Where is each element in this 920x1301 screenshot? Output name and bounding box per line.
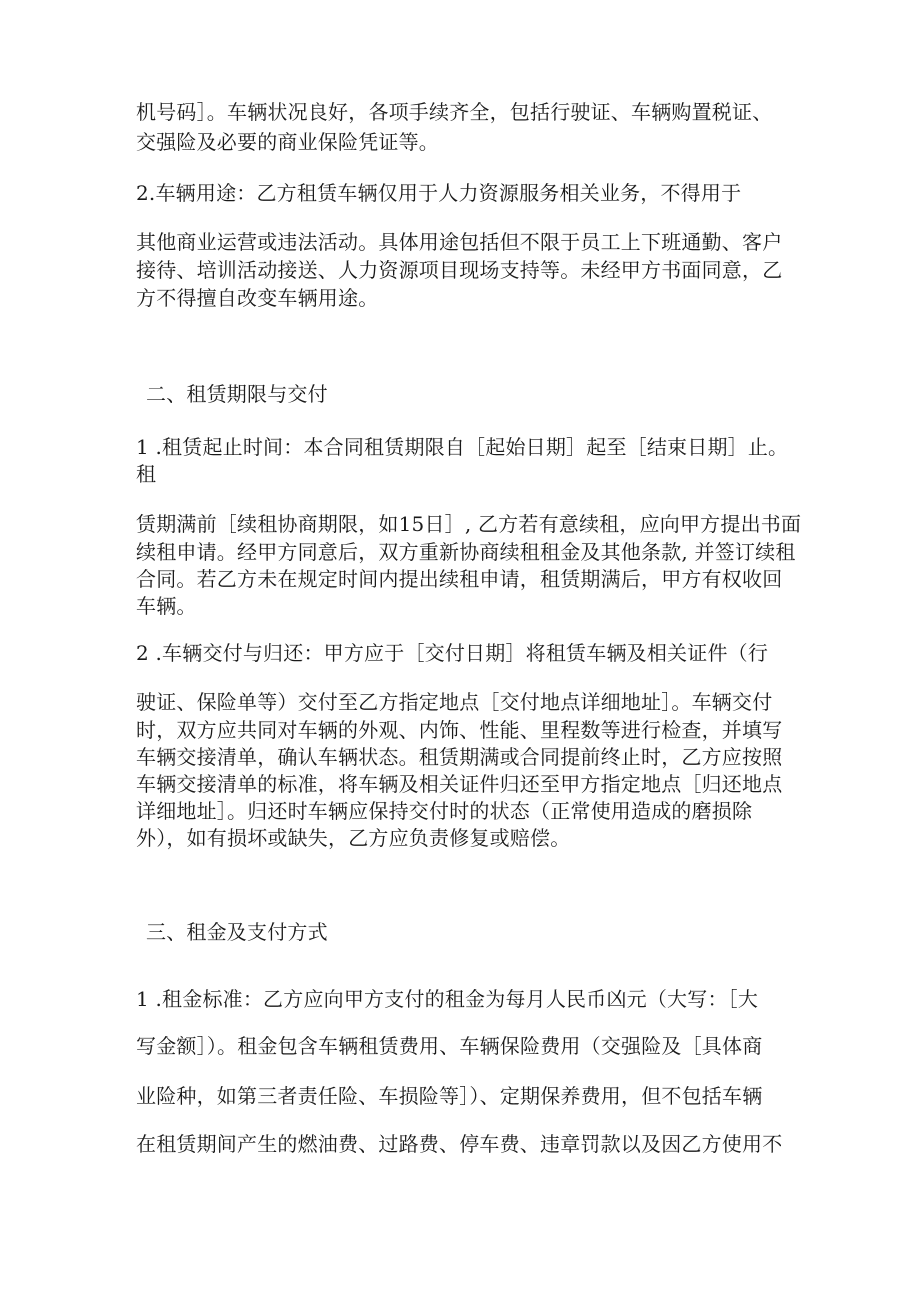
section-heading-3: 三、租金及支付方式 xyxy=(146,920,328,944)
text-line: 接待、培训活动接送、人力资源项目现场支持等。未经甲方书面同意，乙 xyxy=(136,258,783,282)
text-line: 交强险及必要的商业保险凭证等。 xyxy=(136,130,439,154)
text-line: 机号码］。车辆状况良好，各项手续齐全，包括行驶证、车辆购置税证、 xyxy=(136,100,773,124)
text-line: 车辆交接清单的标准，将车辆及相关证件归还至甲方指定地点［归还地点 xyxy=(136,772,783,796)
text-line: 车辆。 xyxy=(136,594,197,618)
text-line: 业险种，如第三者责任险、车损险等］）、定期保养费用，但不包括车辆 xyxy=(136,1084,763,1108)
text-line: 2.车辆用途：乙方租赁车辆仅用于人力资源服务相关业务，不得用于 xyxy=(136,181,742,205)
text-line: 2 .车辆交付与归还：甲方应于［交付日期］将租赁车辆及相关证件（行 xyxy=(136,641,769,665)
text-line: 方不得擅自改变车辆用途。 xyxy=(136,286,379,310)
text-line: 在租赁期间产生的燃油费、过路费、停车费、违章罚款以及因乙方使用不 xyxy=(136,1132,783,1156)
text-line: 1 .租赁起止时间：本合同租赁期限自［起始日期］起至［结束日期］止。 xyxy=(136,435,789,459)
text-line: 外），如有损坏或缺失，乙方应负责修复或赔偿。 xyxy=(136,826,571,850)
text-line: 1 .租金标准：乙方应向甲方支付的租金为每月人民币凶元（大写：［大 xyxy=(136,987,759,1011)
text-line: 赁期满前［续租协商期限，如15日］, 乙方若有意续租，应向甲方提出书面 xyxy=(136,512,802,536)
text-line: 写金额］）。租金包含车辆租赁费用、车辆保险费用（交强险及［具体商 xyxy=(136,1034,763,1058)
text-line: 详细地址］。归还时车辆应保持交付时的状态（正常使用造成的磨损除 xyxy=(136,799,753,823)
text-line: 驶证、保险单等）交付至乙方指定地点［交付地点详细地址］。车辆交付 xyxy=(136,690,773,714)
text-line: 其他商业运营或违法活动。具体用途包括但不限于员工上下班通勤、客户 xyxy=(136,230,783,254)
text-line: 续租申请。经甲方同意后，双方重新协商续租租金及其他条款, 并签订续租 xyxy=(136,540,796,564)
text-line: 车辆交接清单，确认车辆状态。租赁期满或合同提前终止时，乙方应按照 xyxy=(136,745,783,769)
text-line: 租 xyxy=(136,462,157,486)
section-heading-2: 二、租赁期限与交付 xyxy=(146,382,328,406)
text-line: 时，双方应共同对车辆的外观、内饰、性能、里程数等进行检查，并填写 xyxy=(136,718,783,742)
text-line: 合同。若乙方未在规定时间内提出续租申请，租赁期满后，甲方有权收回 xyxy=(136,567,783,591)
